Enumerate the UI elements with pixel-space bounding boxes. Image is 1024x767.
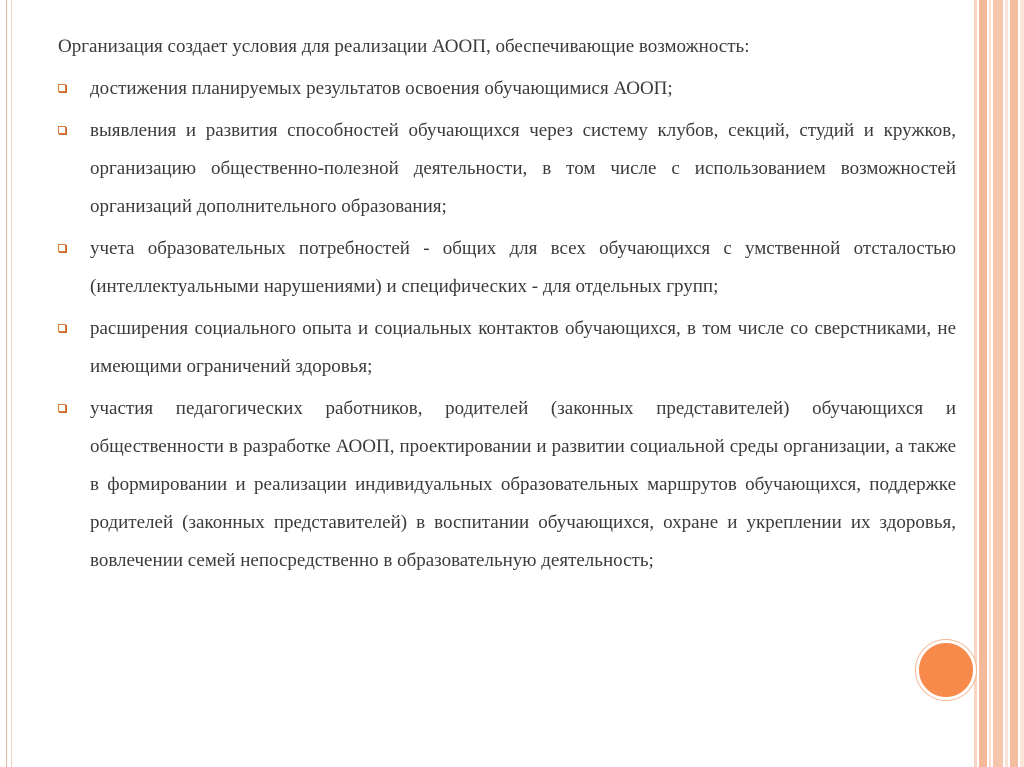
list-item-text: учета образовательных потребностей - общих для всех обучающихся с умственной отсталостью (интеллектуальными нарушениями) и специфических - для отдельных групп; — [90, 238, 956, 297]
list-item — [58, 230, 956, 306]
left-border-line-inner — [11, 0, 12, 767]
square-bullet-icon — [58, 404, 66, 412]
list-item — [58, 70, 956, 108]
right-decorative-stripes — [974, 0, 1024, 767]
orange-circle-decoration — [916, 640, 976, 700]
list-item-text: выявления и развития способностей обучающихся через систему клубов, секций, студий и кружков, организацию общественно-полезной деятельности, в том числе с использованием возможностей организаций дополнительного образования; — [90, 120, 956, 217]
square-bullet-icon — [58, 84, 66, 92]
left-border-line — [6, 0, 7, 767]
list-item — [58, 310, 956, 386]
slide-content — [58, 28, 956, 580]
square-bullet-icon — [58, 244, 66, 252]
list-item — [58, 390, 956, 580]
list-item-text: участия педагогических работников, родителей (законных представителей) обучающихся и общественности в разработке АООП, проектировании и развитии социальной среды организации, а также в формировании и реализации индивидуальных образовательных маршрутов обучающихся, поддержке родителей (законных представителей) в воспитании обучающихся, охране и укреплении их здоровья, вовлечении семей непосредственно в образовательную деятельность; — [90, 398, 956, 571]
list-item — [58, 112, 956, 226]
intro-text: Организация создает условия для реализации АООП, обеспечивающие возможность: — [58, 36, 750, 57]
list-item-text: расширения социального опыта и социальных контактов обучающихся, в том числе со сверстниками, не имеющими ограничений здоровья; — [90, 318, 956, 377]
list-item-text: достижения планируемых результатов освоения обучающимися АООП; — [90, 78, 673, 99]
bullet-list — [58, 70, 956, 580]
square-bullet-icon — [58, 126, 66, 134]
square-bullet-icon — [58, 324, 66, 332]
